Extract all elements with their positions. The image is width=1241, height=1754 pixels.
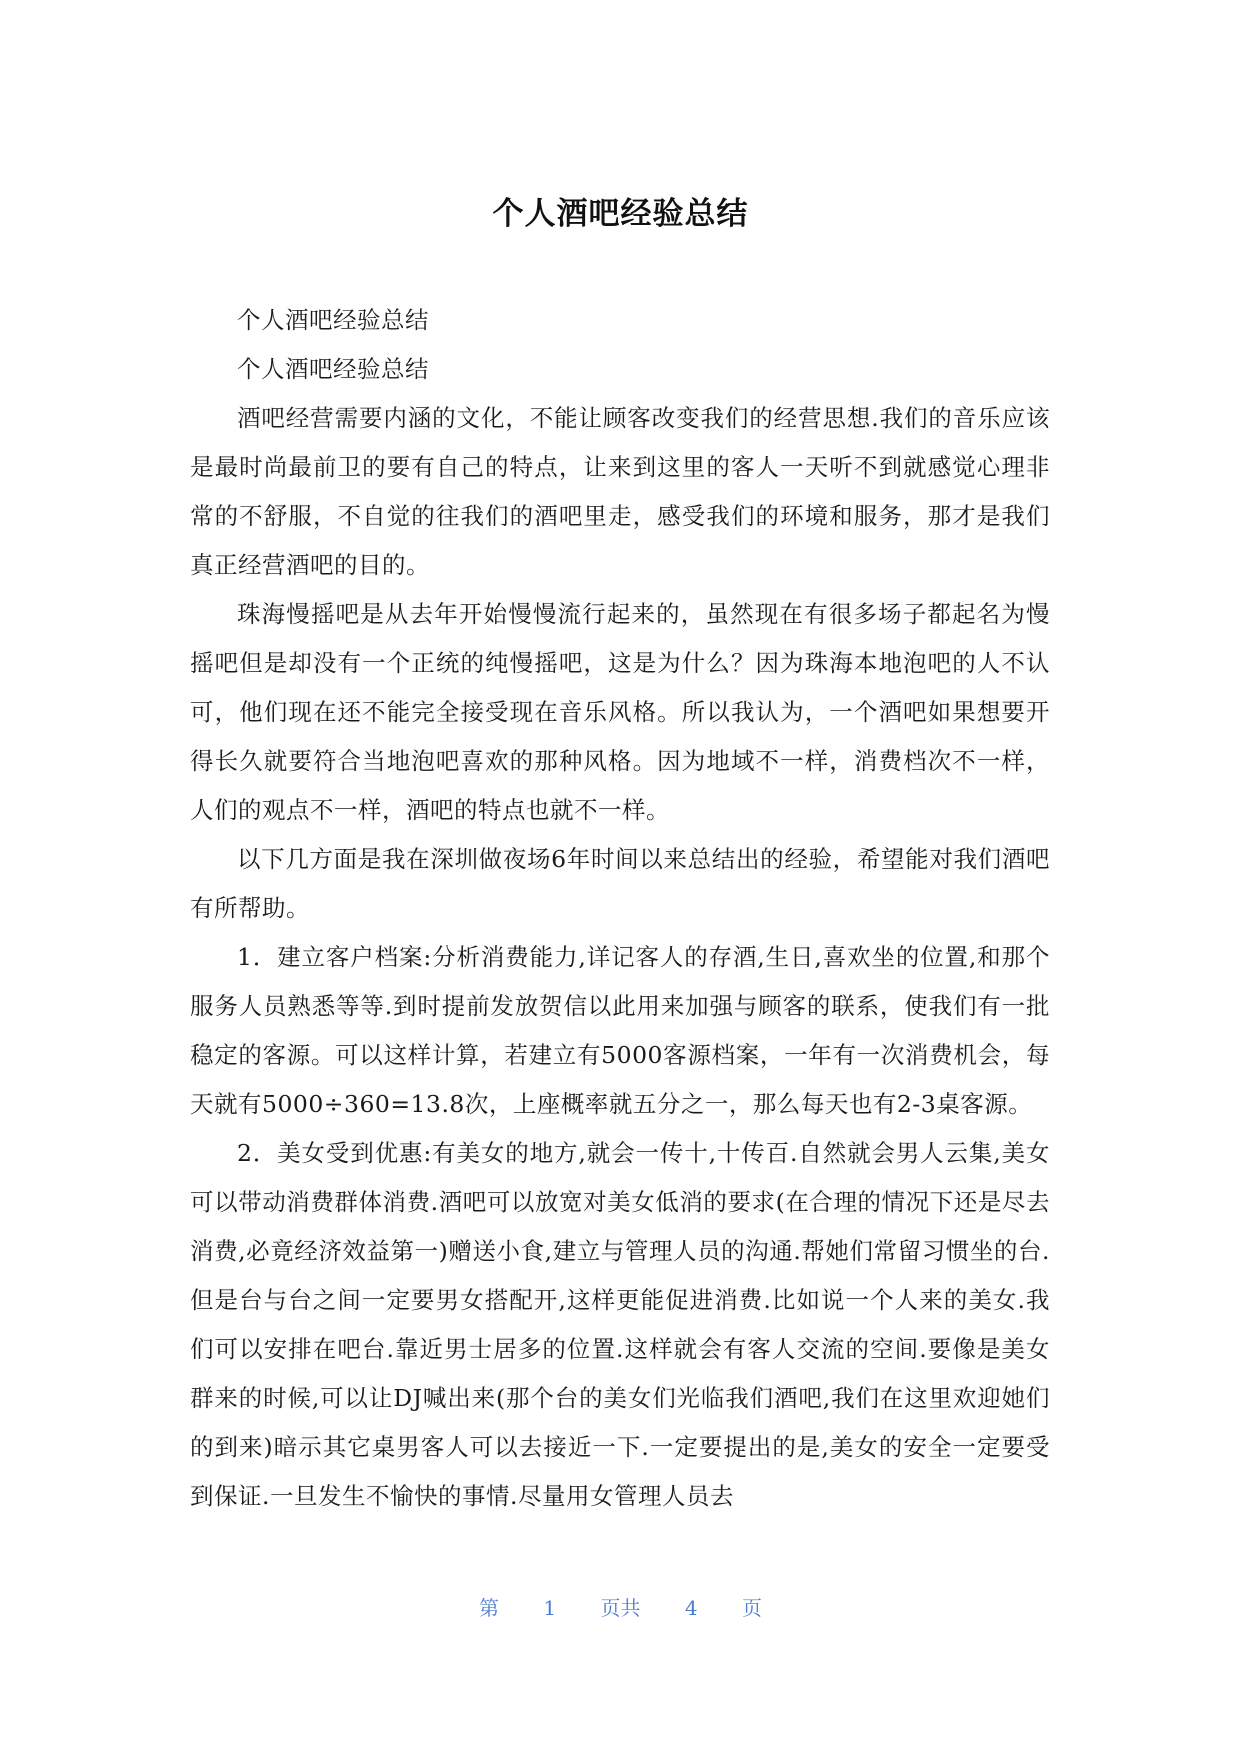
document-body bbox=[190, 296, 1050, 1521]
paragraph: 珠海慢摇吧是从去年开始慢慢流行起来的，虽然现在有很多场子都起名为慢摇吧但是却没有一个正统的纯慢摇吧，这是为什么？因为珠海本地泡吧的人不认可，他们现在还不能完全接受现在音乐风格。所以我认为，一个酒吧如果想要开得长久就要符合当地泡吧喜欢的那种风格。因为地域不一样，消费档次不一样，人们的观点不一样，酒吧的特点也就不一样。 bbox=[190, 600, 1050, 824]
paragraph: 以下几方面是我在深圳做夜场6年时间以来总结出的经验，希望能对我们酒吧有所帮助。 bbox=[190, 845, 1050, 922]
footer-page-label: 第 bbox=[479, 1596, 500, 1620]
page-footer bbox=[0, 1592, 1241, 1621]
footer-total-pages: 4 bbox=[684, 1596, 698, 1620]
footer-total-suffix: 页 bbox=[741, 1596, 762, 1620]
paragraph: 酒吧经营需要内涵的文化，不能让顾客改变我们的经营思想.我们的音乐应该是最时尚最前卫的要有自己的特点，让来到这里的客人一天听不到就感觉心理非常的不舒服，不自觉的往我们的酒吧里走，感受我们的环境和服务，那才是我们真正经营酒吧的目的。 bbox=[190, 404, 1050, 579]
document-title: 个人酒吧经验总结 bbox=[492, 196, 749, 232]
paragraph: 个人酒吧经验总结 bbox=[237, 306, 429, 334]
paragraph: 个人酒吧经验总结 bbox=[237, 355, 429, 383]
footer-page-number: 1 bbox=[543, 1596, 557, 1620]
paragraph: 2．美女受到优惠:有美女的地方,就会一传十,十传百.自然就会男人云集,美女可以带动消费群体消费.酒吧可以放宽对美女低消的要求(在合理的情况下还是尽去消费,必竟经济效益第一)赠送小食,建立与管理人员的沟通.帮她们常留习惯坐的台.但是台与台之间一定要男女搭配开,这样更能促进消费.比如说一个人来的美女.我们可以安排在吧台.靠近男士居多的位置.这样就会有客人交流的空间.要像是美女群来的时候,可以让DJ喊出来(那个台的美女们光临我们酒吧,我们在这里欢迎她们的到来)暗示其它桌男客人可以去接近一下.一定要提出的是,美女的安全一定要受到保证.一旦发生不愉快的事情.尽量用女管理人员去 bbox=[190, 1139, 1050, 1510]
paragraph: 1．建立客户档案:分析消费能力,详记客人的存酒,生日,喜欢坐的位置,和那个服务人员熟悉等等.到时提前发放贺信以此用来加强与顾客的联系，使我们有一批稳定的客源。可以这样计算，若建立有5000客源档案，一年有一次消费机会，每天就有5000÷360=13.8次，上座概率就五分之一，那么每天也有2-3桌客源。 bbox=[190, 943, 1050, 1118]
footer-page-suffix: 页共 bbox=[600, 1596, 641, 1620]
